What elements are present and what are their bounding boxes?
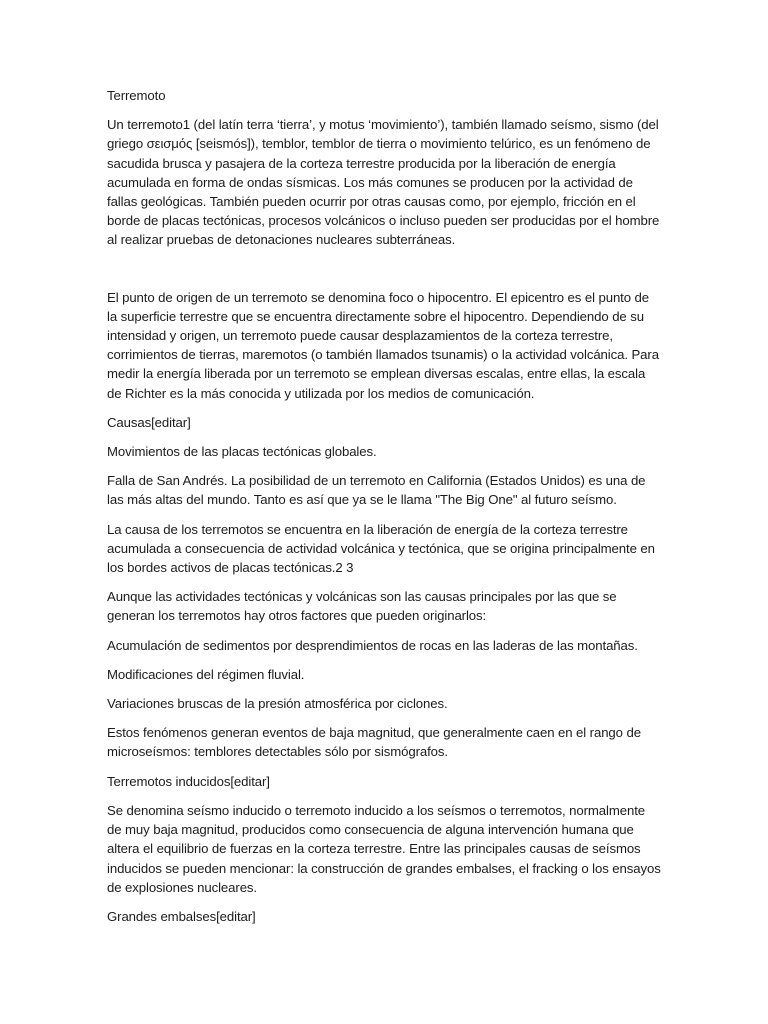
paragraph-san-andres: Falla de San Andrés. La posibilidad de un terremoto en California (Estados Unidos) es una de las más altas del mundo. Tanto es así que ya se le llama "The Big One" al futuro seísmo. [107, 473, 646, 508]
paragraph-induced: Se denomina seísmo inducido o terremoto inducido a los seísmos o terremotos, normalmente de muy baja magnitud, producidos como consecuencia de alguna intervención humana que altera el equilibrio de fuerzas en la corteza terrestre. Entre las principales causas de seísmos inducidos se pueden mencionar: la construcción de grandes embalses, el fracking o los ensayos de explosiones nucleares. [107, 802, 661, 895]
section-heading-induced: Terremotos inducidos[editar] [107, 773, 270, 789]
paragraph-plates-caption: Movimientos de las placas tectónicas globales. [107, 444, 377, 460]
paragraph-cause: La causa de los terremotos se encuentra en la liberación de energía de la corteza terrestre acumulada a consecuencia de actividad volcánica y tectónica, que se origina principalmente en los bordes activos de placas tectónicas.2 3 [107, 521, 655, 576]
list-item-pressure: Variaciones bruscas de la presión atmosférica por ciclones. [107, 696, 448, 712]
section-heading-reservoirs: Grandes embalses[editar] [107, 908, 256, 924]
paragraph-gap [107, 260, 662, 288]
list-item-fluvial: Modificaciones del régimen fluvial. [107, 666, 305, 682]
paragraph-microseisms: Estos fenómenos generan eventos de baja magnitud, que generalmente caen en el rango de microseísmos: temblores detectables sólo por sismógrafos. [107, 725, 641, 760]
document-title: Terremoto [107, 88, 166, 103]
paragraph-intro: Un terremoto1 (del latín terra ‘tierra’, y motus ‘movimiento’), también llamado seísmo, sismo (del griego σεισμός [seismós]), temblor, temblor de tierra o movimiento telúrico, es un fenómeno de sacudida brusca y pasajera de la corteza terrestre producida por la liberación de energía acumulada en forma de ondas sísmicas. Los más comunes se producen por la actividad de fallas geológicas. También pueden ocurrir por otras causas como, por ejemplo, fricción en el borde de placas tectónicas, procesos volcánicos o incluso pueden ser producidas por el hombre al realizar pruebas de detonaciones nucleares subterráneas. [107, 117, 660, 248]
paragraph-hypocenter: El punto de origen de un terremoto se denomina foco o hipocentro. El epicentro es el punto de la superficie terrestre que se encuentra directamente sobre el hipocentro. Dependiendo de su intensidad y origen, un terremoto puede causar desplazamientos de la corteza terrestre, corrimientos de tierras, maremotos (o también llamados tsunamis) o la actividad volcánica. Para medir la energía liberada por un terremoto se emplean diversas escalas, entre ellas, la escala de Richter es la más conocida y utilizada por los medios de comunicación. [107, 289, 659, 401]
document-page [107, 86, 662, 936]
list-item-sediments: Acumulación de sedimentos por desprendimientos de rocas en las laderas de las montañas. [107, 637, 638, 653]
section-heading-causas: Causas[editar] [107, 414, 191, 430]
paragraph-other-factors: Aunque las actividades tectónicas y volcánicas son las causas principales por las que se generan los terremotos hay otros factores que pueden originarlos: [107, 589, 617, 624]
